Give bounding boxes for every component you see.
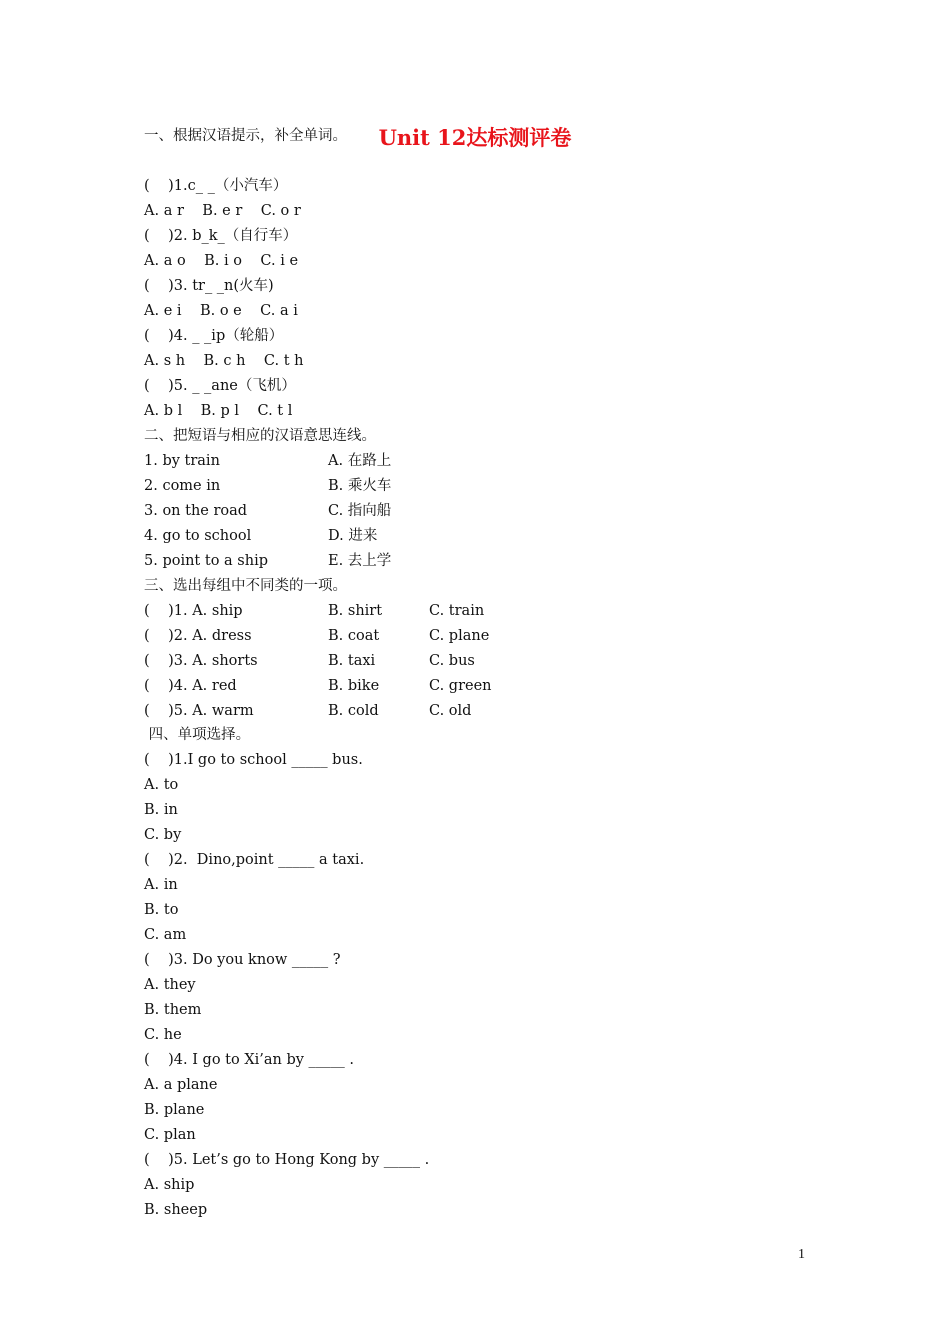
s3-row-3 [144,651,475,671]
s1-question-3: ( )3. tr_ _n(火车) [144,278,274,294]
s4-q4-option-a: A. a plane [144,1077,218,1093]
s3-b-4: B. bike [328,678,380,694]
section3-heading: 三、选出每组中不同类的一项。 [144,578,347,594]
s2-right-3: C. 指向船 [328,503,392,519]
s3-b-1: B. shirt [328,603,383,619]
s1-options-4: A. s h B. c h C. t h [144,353,304,369]
s2-right-4: D. 进来 [328,528,378,544]
s4-q1-option-a: A. to [144,777,179,793]
s1-options-3: A. e i B. o e C. a i [144,303,298,319]
s4-question-5: ( )5. Let’s go to Hong Kong by _____ . [144,1152,430,1168]
s4-q1-option-b: B. in [144,802,178,818]
s3-q-4: ( )4. A. red [144,678,237,694]
s4-q5-option-b: B. sheep [144,1202,208,1218]
s1-options-5: A. b l B. p l C. t l [144,403,293,419]
s3-c-2: C. plane [429,628,490,644]
s4-q1-option-c: C. by [144,827,182,843]
s4-question-3: ( )3. Do you know _____ ? [144,952,341,968]
s2-left-1: 1. by train [144,453,220,469]
s2-row-5 [144,551,392,571]
s3-b-3: B. taxi [328,653,376,669]
page-title: Unit 12达标测评卷 [378,125,572,150]
s3-c-1: C. train [429,603,485,619]
s3-row-5 [144,701,472,721]
s3-q-5: ( )5. A. warm [144,703,254,719]
s4-q4-option-c: C. plan [144,1127,196,1143]
s2-row-1 [144,451,392,471]
s3-b-2: B. coat [328,628,380,644]
s4-q2-option-a: A. in [144,877,178,893]
s2-right-1: A. 在路上 [328,453,392,469]
s3-q-3: ( )3. A. shorts [144,653,258,669]
section2-heading: 二、把短语与相应的汉语意思连线。 [144,428,376,444]
s3-row-2 [144,626,490,646]
s2-row-3 [144,501,392,521]
s4-q2-option-b: B. to [144,902,179,918]
s3-b-5: B. cold [328,703,379,719]
s3-q-2: ( )2. A. dress [144,628,252,644]
s2-right-2: B. 乘火车 [328,478,392,494]
s4-question-2: ( )2. Dino,point _____ a taxi. [144,852,365,868]
s4-q2-option-c: C. am [144,927,187,943]
s4-q3-option-a: A. they [144,977,196,993]
s3-q-1: ( )1. A. ship [144,603,243,619]
s3-c-5: C. old [429,703,472,719]
s2-left-2: 2. come in [144,478,221,494]
s2-row-2 [144,476,392,496]
section4-heading: 四、单项选择。 [144,727,251,743]
section1-heading: 一、根据汉语提示，补全单词。 [144,128,347,144]
s4-question-4: ( )4. I go to Xi’an by _____ . [144,1052,355,1068]
s4-q4-option-b: B. plane [144,1102,205,1118]
s3-c-4: C. green [429,678,492,694]
s1-options-1: A. a r B. e r C. o r [144,203,301,219]
s1-question-1: ( )1.c_ _（小汽车） [144,178,288,194]
s2-left-5: 5. point to a ship [144,553,268,569]
s2-right-5: E. 去上学 [328,553,392,569]
s1-question-5: ( )5. _ _ane（飞机） [144,378,296,394]
s1-options-2: A. a o B. i o C. i e [144,253,299,269]
s4-question-1: ( )1.I go to school _____ bus. [144,752,363,768]
s4-q5-option-a: A. ship [144,1177,195,1193]
s2-row-4 [144,526,378,546]
s3-row-1 [144,601,485,621]
s4-q3-option-b: B. them [144,1002,202,1018]
s3-row-4 [144,676,492,696]
s1-question-2: ( )2. b_k_（自行车） [144,228,298,244]
page-number: 1 [798,1247,805,1262]
s2-left-4: 4. go to school [144,528,252,544]
s2-left-3: 3. on the road [144,503,248,519]
s4-q3-option-c: C. he [144,1027,182,1043]
s1-question-4: ( )4. _ _ip（轮船） [144,328,284,344]
s3-c-3: C. bus [429,653,475,669]
